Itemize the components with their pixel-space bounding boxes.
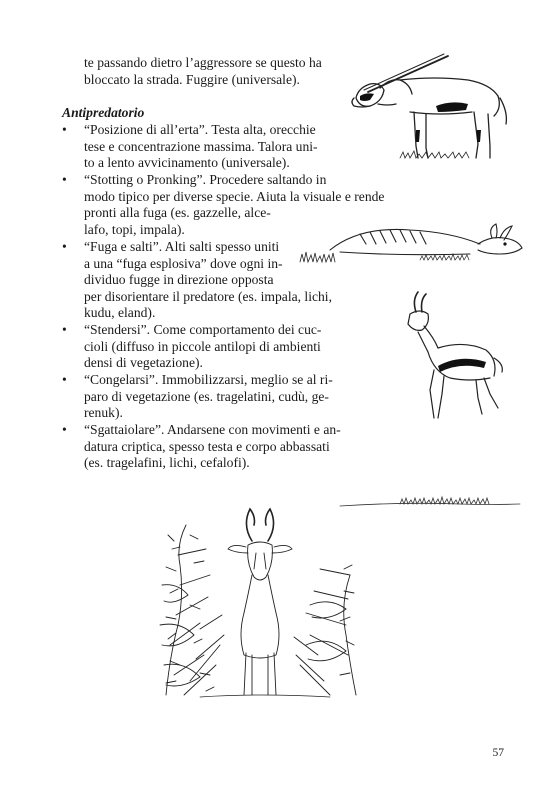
- list-item-sgattaiolare: [84, 422, 341, 472]
- list-item-line: “Fuga e salti”. Alti salti spesso uniti: [84, 239, 280, 254]
- list-item-line: “Posizione di all’erta”. Testa alta, orecchie: [84, 122, 316, 137]
- list-item-line: lafo, topi, impala).: [84, 221, 185, 237]
- intro-paragraph: [84, 55, 322, 88]
- list-item-line: tese e concentrazione massima. Talora uni-: [84, 138, 318, 154]
- list-item-line: dividuo fugge in direzione opposta: [84, 272, 274, 288]
- oryx-alert-drawing-icon: [340, 50, 520, 162]
- bullet-marker: •: [62, 422, 67, 437]
- bullet-marker: •: [62, 172, 67, 187]
- bullet-marker: •: [62, 122, 67, 137]
- list-item-line: “Stendersi”. Come comportamento dei cuc-: [84, 322, 322, 337]
- list-item-line: cioli (diffuso in piccole antilopi di ambienti: [84, 338, 321, 354]
- list-item-line: “Congelarsi”. Immobilizzarsi, meglio se al ri-: [84, 372, 333, 387]
- list-item-line: per disorientare il predatore (es. impala, lichi,: [84, 288, 332, 304]
- grass-strip-drawing-icon: [340, 492, 520, 512]
- intro-line: te passando dietro l’aggressore se questo ha: [84, 55, 322, 70]
- list-item-line: a una “fuga esplosiva” dove ogni in-: [84, 255, 283, 271]
- list-item-line: (es. tragelafini, lichi, cefalofi).: [84, 455, 250, 471]
- list-item-line: pronti alla fuga (es. gazzelle, alce-: [84, 205, 271, 221]
- list-item-line: to a lento avvicinamento (universale).: [84, 155, 290, 171]
- bullet-marker: •: [62, 322, 67, 337]
- list-item-line: modo tipico per diverse specie. Aiuta la visuale e rende: [84, 188, 385, 204]
- bullet-marker: •: [62, 239, 67, 254]
- section-heading: Antipredatorio: [62, 105, 145, 120]
- list-item-congelarsi: [84, 372, 333, 422]
- list-item-line: renuk).: [84, 405, 123, 421]
- bullet-marker: •: [62, 372, 67, 387]
- list-item-line: paro di vegetazione (es. tragelatini, cudù, ge-: [84, 388, 329, 404]
- intro-line: bloccato la strada. Fuggire (universale).: [84, 71, 300, 87]
- list-item-fuga-salti: [84, 239, 332, 322]
- list-item-posizione-allerta: [84, 122, 318, 172]
- gazelle-in-bush-drawing-icon: [160, 505, 360, 705]
- list-item-line: “Sgattaiolare”. Andarsene con movimenti e an-: [84, 422, 341, 437]
- page-number: 57: [492, 747, 504, 759]
- list-item-line: “Stotting o Pronking”. Procedere saltando in: [84, 172, 327, 187]
- list-item-stendersi: [84, 322, 321, 372]
- list-item-line: kudu, eland).: [84, 305, 156, 321]
- pronking-gazelle-drawing-icon: [394, 290, 514, 425]
- list-item-line: datura criptica, spesso testa e corpo abbassati: [84, 438, 330, 454]
- lying-antelope-drawing-icon: [300, 212, 530, 266]
- list-item-line: densi di vegetazione).: [84, 355, 203, 371]
